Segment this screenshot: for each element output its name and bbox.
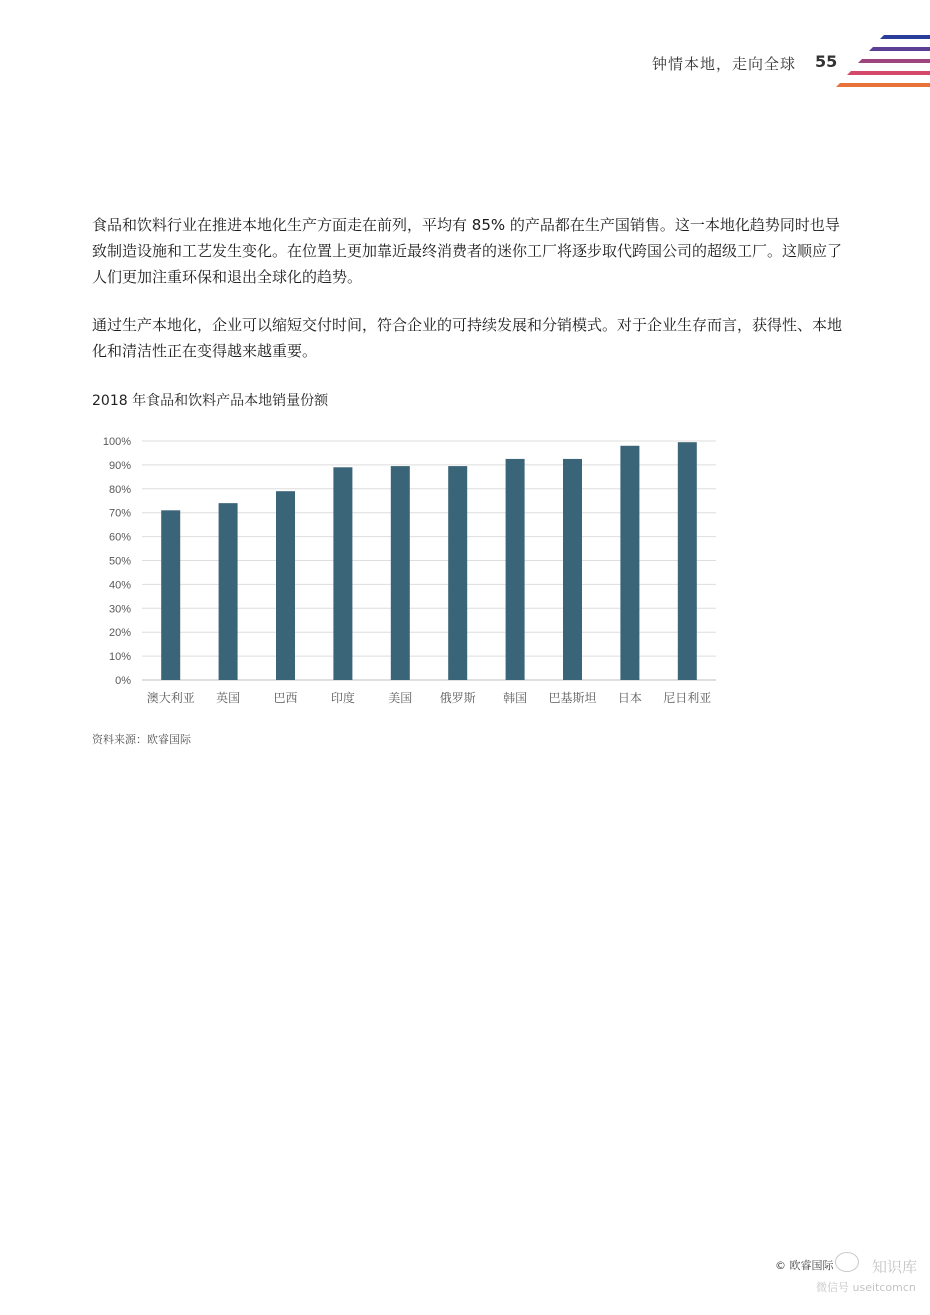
header-stripes-logo (836, 33, 930, 95)
stripe-1 (869, 47, 930, 51)
bar-chart (88, 430, 728, 720)
stripe-0 (880, 35, 930, 39)
x-tick-label: 澳大利亚 (146, 691, 195, 705)
bar-7 (563, 459, 582, 680)
stripe-2 (858, 59, 930, 63)
y-tick-label: 40% (108, 579, 131, 592)
bar-5 (448, 466, 467, 680)
bar-2 (276, 491, 295, 680)
bar-6 (506, 459, 525, 680)
x-tick-label: 俄罗斯 (439, 691, 476, 705)
x-tick-label: 巴基斯坦 (548, 691, 597, 705)
y-tick-label: 0% (115, 675, 131, 687)
y-tick-label: 70% (108, 507, 131, 520)
x-tick-label: 巴西 (273, 691, 298, 705)
y-tick-label: 90% (108, 459, 131, 472)
y-tick-label: 20% (108, 627, 131, 640)
body-paragraph-1: 食品和饮料行业在推进本地化生产方面走在前列，平均有 85% 的产品都在生产国销售。这一本地化趋势同时也导致制造设施和工艺发生变化。在位置上更加靠近最终消费者的迷你工厂将逐步取代跨国公司的超级工厂。这顺应了人们更加注重环保和退出全球化的趋势。 (92, 216, 843, 286)
x-tick-label: 英国 (216, 691, 241, 705)
y-tick-label: 80% (108, 483, 131, 496)
y-tick-label: 10% (108, 651, 131, 664)
bar-1 (219, 503, 238, 680)
y-tick-label: 60% (108, 531, 131, 544)
page-number: 55 (815, 52, 838, 71)
watermark-subtitle: 微信号 useitcomcn (816, 1281, 916, 1294)
x-tick-label: 印度 (330, 691, 355, 705)
x-tick-label: 尼日利亚 (663, 691, 712, 705)
bar-4 (391, 466, 410, 680)
wechat-icon (835, 1252, 859, 1272)
bar-9 (678, 442, 697, 680)
bar-8 (620, 446, 639, 680)
watermark-name: 知识库 (872, 1258, 918, 1276)
x-tick-label: 日本 (617, 691, 642, 705)
x-tick-label: 韩国 (503, 691, 528, 705)
header-title: 钟情本地，走向全球 (651, 55, 796, 73)
footer-copyright: © 欧睿国际 (775, 1259, 834, 1272)
body-paragraph-2: 通过生产本地化，企业可以缩短交付时间，符合企业的可持续发展和分销模式。对于企业生存而言，获得性、本地化和清洁性正在变得越来越重要。 (92, 316, 843, 360)
stripe-4 (836, 83, 930, 87)
chart-title: 2018 年食品和饮料产品本地销量份额 (92, 393, 329, 409)
y-tick-label: 100% (102, 436, 131, 448)
bar-3 (333, 467, 352, 680)
x-tick-label: 美国 (388, 691, 413, 705)
y-tick-label: 30% (108, 603, 131, 616)
bar-0 (161, 510, 180, 680)
y-tick-label: 50% (108, 555, 131, 568)
stripe-3 (847, 71, 930, 75)
source-note: 资料来源：欧睿国际 (92, 733, 191, 746)
